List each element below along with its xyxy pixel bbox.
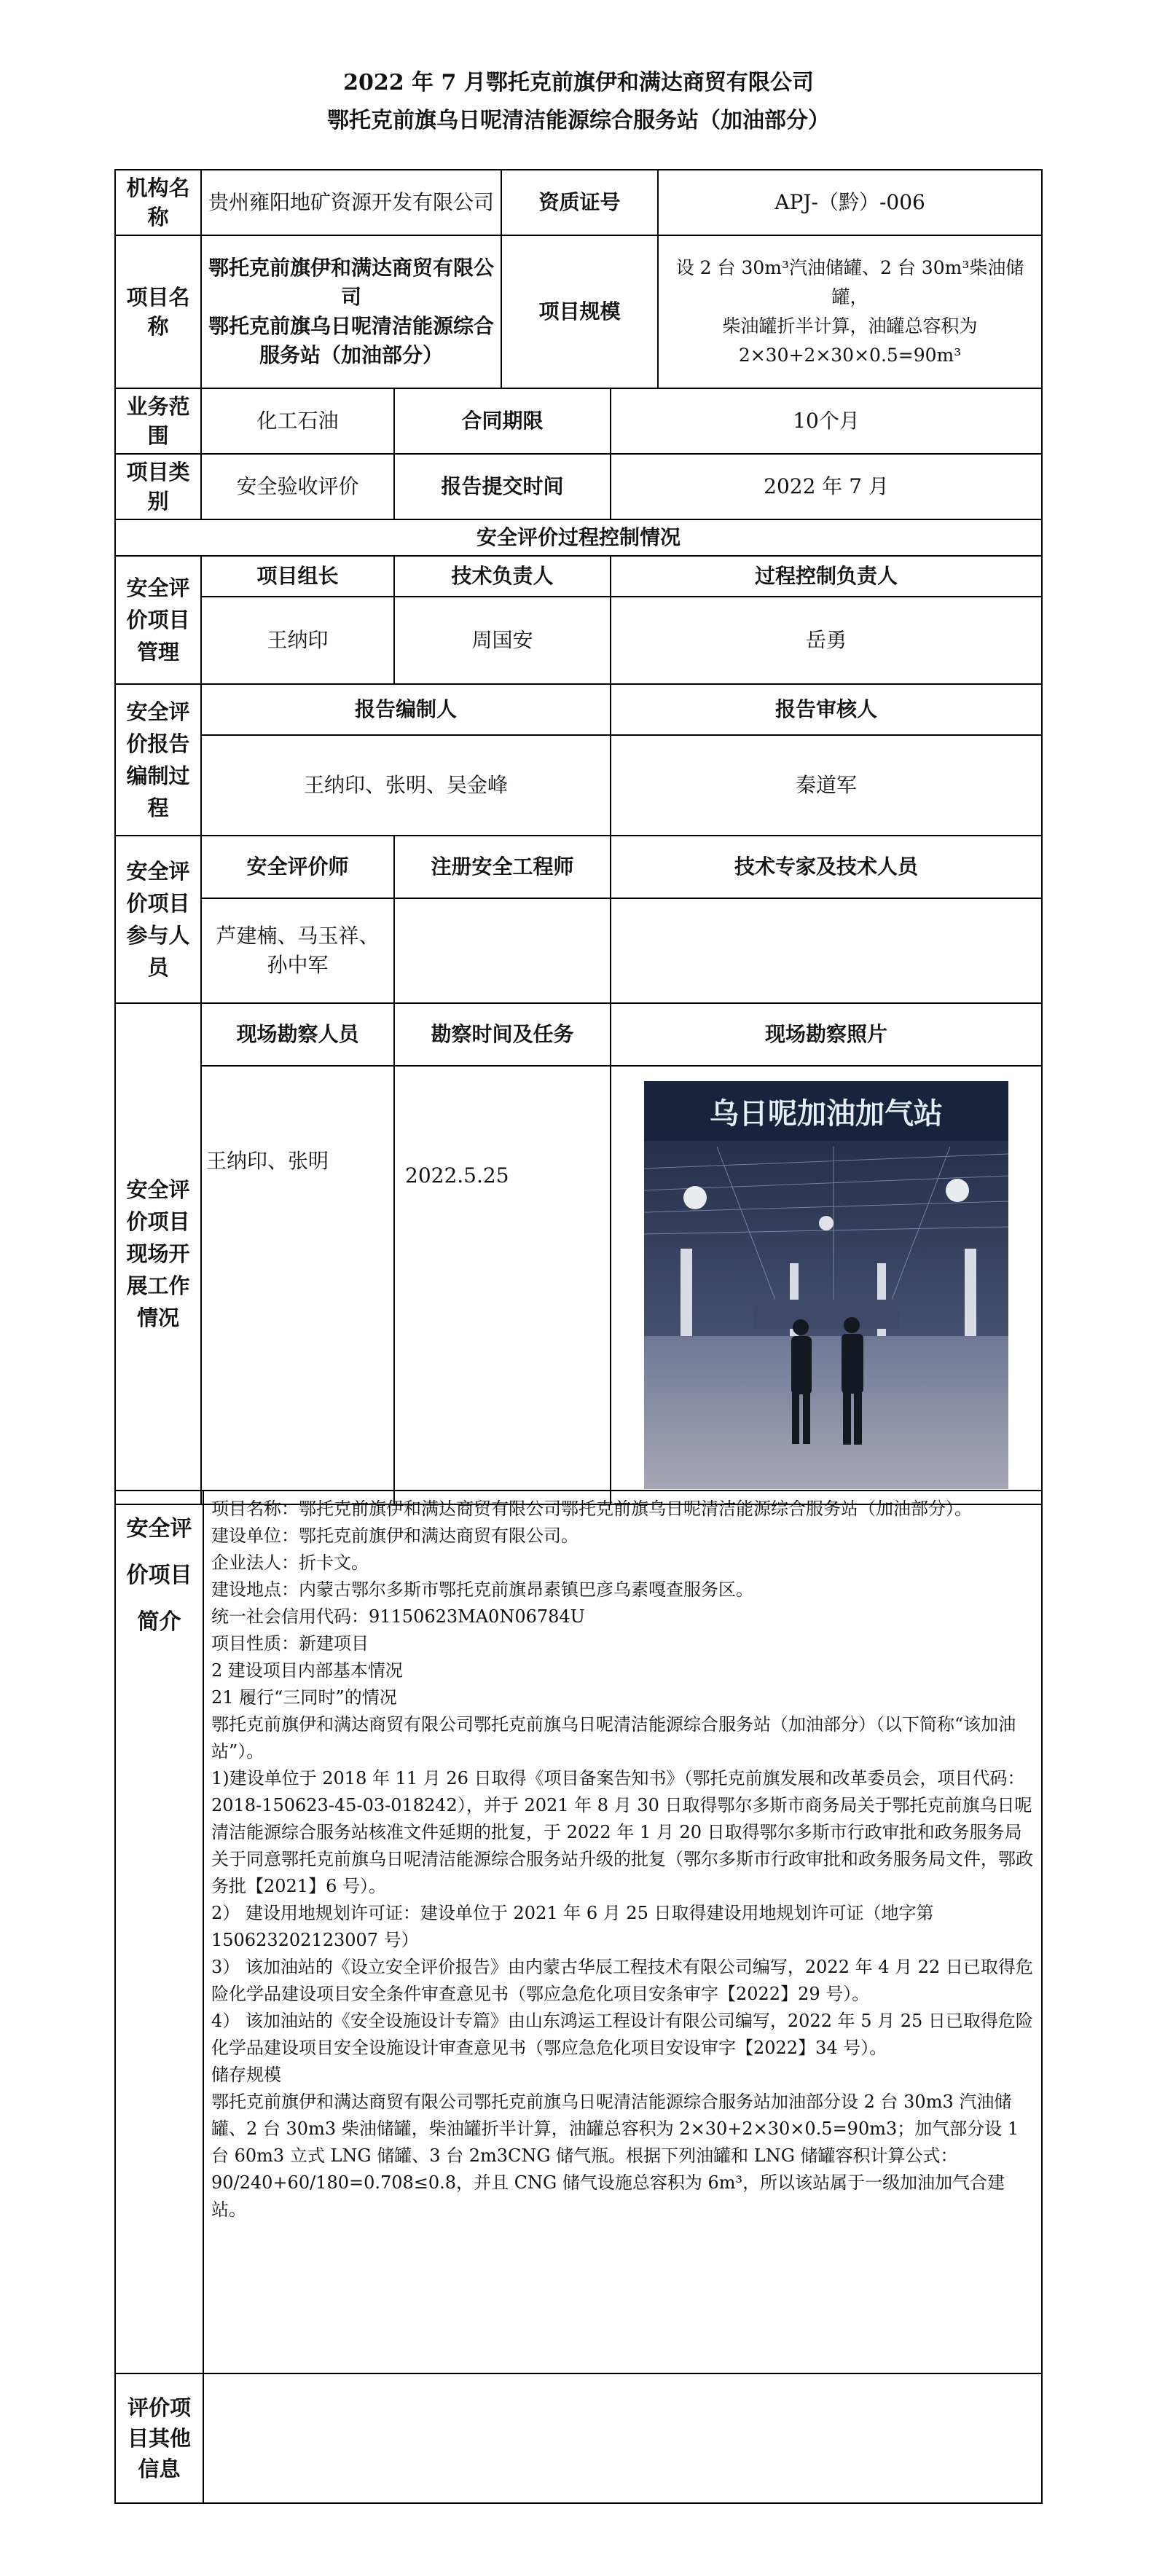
type-value: 安全验收评价 [201, 454, 394, 519]
site-label: 安全评价项目现场开展工作情况 [115, 1003, 201, 1504]
part-value-expert [611, 898, 1042, 1003]
qual-label: 资质证号 [501, 170, 658, 235]
part-label: 安全评价项目参与人员 [115, 836, 201, 1003]
scale-value [658, 235, 1042, 388]
report-header-reviewer: 报告审核人 [611, 684, 1042, 735]
part-header-engineer: 注册安全工程师 [394, 836, 611, 898]
intro-paragraph: 项目名称：鄂托克前旗伊和满达商贸有限公司鄂托克前旗乌日呢清洁能源综合服务站（加油部分）。 [211, 1499, 972, 1519]
proj-value-line2: 鄂托克前旗乌日呢清洁能源综合服务站（加油部分） [208, 314, 495, 367]
contract-label: 合同期限 [394, 388, 611, 454]
site-photo [644, 1081, 1008, 1489]
mgmt-value-tech: 周国安 [394, 597, 611, 684]
other-value [203, 2373, 1042, 2503]
report-date-value: 2022 年 7 月 [611, 454, 1042, 519]
intro-paragraph: 建设地点：内蒙古鄂尔多斯市鄂托克前旗昂素镇巴彦乌素嘎查服务区。 [211, 1579, 753, 1600]
intro-paragraph: 2） 建设用地规划许可证：建设单位于 2021 年 6 月 25 日取得建设用地规划许可证（地字第 150623202123007 号） [211, 1903, 934, 1950]
intro-paragraph: 项目性质：新建项目 [211, 1633, 369, 1654]
part-value-engineer [394, 898, 611, 1003]
scale-value-line1: 设 2 台 30m³汽油储罐、2 台 30m³柴油储罐， [675, 257, 1024, 307]
intro-paragraph: 1)建设单位于 2018 年 11 月 26 日取得《项目备案告知书》（鄂托克前旗发展和改革委员会，项目代码：2018-150623-45-03-018242），并于 2021 年 8 月 30 日取得鄂尔多斯市商务局关于鄂托克前旗乌日呢清洁能源综合服务站核准文件延期的批复，于 2022 年 1 月 20 日取得鄂尔多斯市行政审批和政务服务局关于同意鄂托克前旗乌日呢清洁能源综合服务站升级的批复（鄂尔多斯市行政审批和政务服务局文件，鄂政务批【2021】6 号）。 [211, 1768, 1033, 1896]
site-value-staff: 王纳印、张明 [201, 1066, 394, 1504]
mgmt-value-leader: 王纳印 [201, 597, 394, 684]
intro-paragraph: 4） 该加油站的《安全设施设计专篇》由山东鸿运工程设计有限公司编写，2022 年 5 月 25 日已取得危险化学品建设项目安全设施设计审查意见书（鄂应急危化项目安设审字【2022】34 号）。 [211, 2011, 1033, 2058]
report-value-reviewer: 秦道军 [611, 735, 1042, 836]
intro-paragraph: 建设单位：鄂托克前旗伊和满达商贸有限公司。 [211, 1525, 578, 1546]
report-header-author: 报告编制人 [201, 684, 611, 735]
intro-label: 安全评价项目简介 [115, 1491, 203, 2373]
intro-paragraph: 鄂托克前旗伊和满达商贸有限公司鄂托克前旗乌日呢清洁能源综合服务站（加油部分）（以下简称“该加油站”）。 [211, 1714, 1016, 1762]
biz-label: 业务范围 [115, 388, 201, 454]
biz-value: 化工石油 [201, 388, 394, 454]
info-table [114, 169, 1043, 1505]
proj-value [201, 235, 501, 388]
intro-content [203, 1491, 1042, 2373]
intro-paragraph: 21 履行“三同时”的情况 [211, 1687, 397, 1708]
mgmt-value-control: 岳勇 [611, 597, 1042, 684]
report-label: 安全评价报告编制过程 [115, 684, 201, 836]
intro-paragraph: 统一社会信用代码：91150623MA0N06784U [211, 1606, 585, 1627]
mgmt-header-tech: 技术负责人 [394, 556, 611, 597]
mgmt-header-control: 过程控制负责人 [611, 556, 1042, 597]
intro-paragraph: 储存规模 [211, 2065, 281, 2085]
report-date-label: 报告提交时间 [394, 454, 611, 519]
part-header-evaluator: 安全评价师 [201, 836, 394, 898]
scale-value-line2: 柴油罐折半计算，油罐总容积为 [722, 315, 978, 337]
org-value: 贵州雍阳地矿资源开发有限公司 [201, 170, 501, 235]
qual-value: APJ-（黔）-006 [658, 170, 1042, 235]
site-header-photo: 现场勘察照片 [611, 1003, 1042, 1066]
intro-paragraph: 2 建设项目内部基本情况 [211, 1660, 403, 1681]
process-section-title: 安全评价过程控制情况 [115, 519, 1042, 556]
contract-value: 10个月 [611, 388, 1042, 454]
other-label: 评价项目其他信息 [115, 2373, 203, 2503]
site-header-time: 勘察时间及任务 [394, 1003, 611, 1066]
proj-value-line1: 鄂托克前旗伊和满达商贸有限公司 [208, 256, 495, 309]
intro-paragraph: 3） 该加油站的《设立安全评价报告》由内蒙古华辰工程技术有限公司编写，2022 年 4 月 22 日已取得危险化学品建设项目安全条件审查意见书（鄂应急危化项目安条审字【2022】29 号）。 [211, 1957, 1033, 2004]
intro-paragraph: 企业法人：折卡文。 [211, 1552, 369, 1573]
intro-table [114, 1490, 1043, 2504]
org-label: 机构名称 [115, 170, 201, 235]
intro-paragraph: 鄂托克前旗伊和满达商贸有限公司鄂托克前旗乌日呢清洁能源综合服务站加油部分设 2 台 30m3 汽油储罐、2 台 30m3 柴油储罐，柴油罐折半计算，油罐总容积为 2×30+2×30×0.5=90m3；加气部分设 1 台 60m3 立式 LNG 储罐、3 台 2m3CNG 储气瓶。根据下列油罐和 LNG 储罐容积计算公式：90/240+60/180=0.708≤0.8，并且 CNG 储气设施总容积为 6m³，所以该站属于一级加油加气合建站。 [211, 2092, 1019, 2220]
document-title-line1: 2022 年 7 月鄂托克前旗伊和满达商贸有限公司 [343, 70, 814, 95]
mgmt-header-leader: 项目组长 [201, 556, 394, 597]
part-header-expert: 技术专家及技术人员 [611, 836, 1042, 898]
scale-value-line3: 2×30+2×30×0.5=90m³ [738, 345, 962, 366]
site-header-staff: 现场勘察人员 [201, 1003, 394, 1066]
mgmt-label: 安全评价项目管理 [115, 556, 201, 684]
site-photo-cell [611, 1066, 1042, 1504]
site-value-time: 2022.5.25 [394, 1066, 611, 1504]
document-title-line2: 鄂托克前旗乌日呢清洁能源综合服务站（加油部分） [327, 108, 830, 133]
proj-label: 项目名称 [115, 235, 201, 388]
type-label: 项目类别 [115, 454, 201, 519]
part-value-evaluator: 芦建楠、马玉祥、孙中军 [201, 898, 394, 1003]
photo-sign-text: 乌日呢加油加气站 [710, 1097, 944, 1131]
scale-label: 项目规模 [501, 235, 658, 388]
report-value-author: 王纳印、张明、吴金峰 [201, 735, 611, 836]
